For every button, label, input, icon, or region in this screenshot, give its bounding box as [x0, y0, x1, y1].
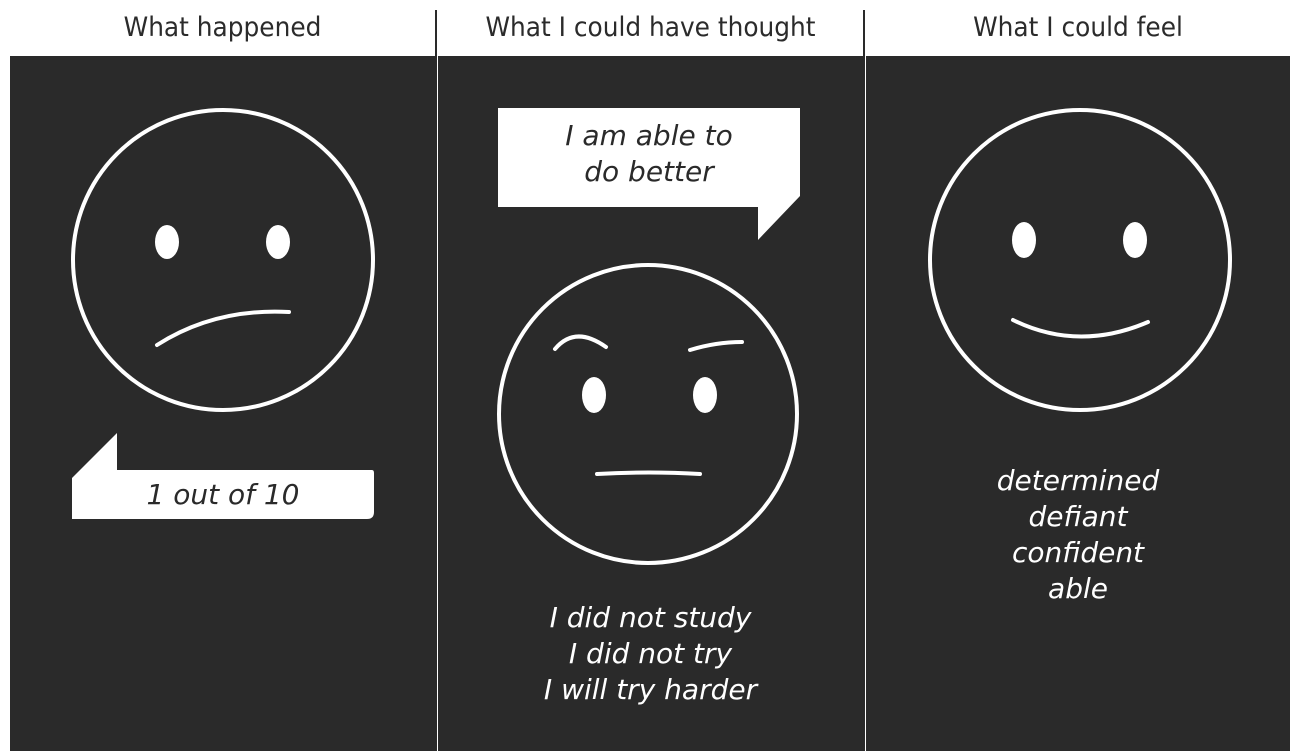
right-eye: [1123, 222, 1147, 258]
caption-line: I will try harder: [543, 673, 758, 706]
smiling-face-icon: [930, 110, 1230, 410]
speech-bubble-what-happened: [72, 470, 374, 519]
flat-mouth: [597, 473, 700, 475]
face-outline: [73, 110, 373, 410]
thought-bubble: [498, 118, 800, 190]
face-outline: [499, 265, 797, 563]
feeling-item: able: [1048, 572, 1108, 605]
caption-line: I did not study: [549, 601, 752, 634]
frowning-face-icon: [499, 265, 797, 563]
right-eye: [266, 225, 290, 259]
column-title-what-happened: What happened: [123, 12, 322, 43]
sad-face-icon: [73, 110, 373, 410]
right-eyebrow: [690, 342, 742, 350]
left-eye: [582, 377, 606, 413]
feeling-item: determined: [996, 464, 1160, 497]
frown-mouth: [157, 312, 289, 345]
feeling-item: confident: [1011, 536, 1145, 569]
bubble-text: 1 out of 10: [146, 478, 300, 511]
thought-caption: [438, 600, 863, 708]
column-title-what-i-could-have-thought: What I could have thought: [485, 12, 816, 43]
column-title-what-i-could-feel: What I could feel: [973, 12, 1183, 43]
right-eye: [693, 377, 717, 413]
left-eyebrow: [555, 336, 606, 349]
left-eye: [155, 225, 179, 259]
bubble-line: I am able to: [565, 119, 733, 152]
smile-mouth: [1013, 320, 1148, 337]
feelings-list: [866, 463, 1290, 607]
caption-line: I did not try: [568, 637, 733, 670]
bubble-line: do better: [584, 155, 714, 188]
left-eye: [1012, 222, 1036, 258]
face-outline: [930, 110, 1230, 410]
feeling-item: defiant: [1028, 500, 1128, 533]
